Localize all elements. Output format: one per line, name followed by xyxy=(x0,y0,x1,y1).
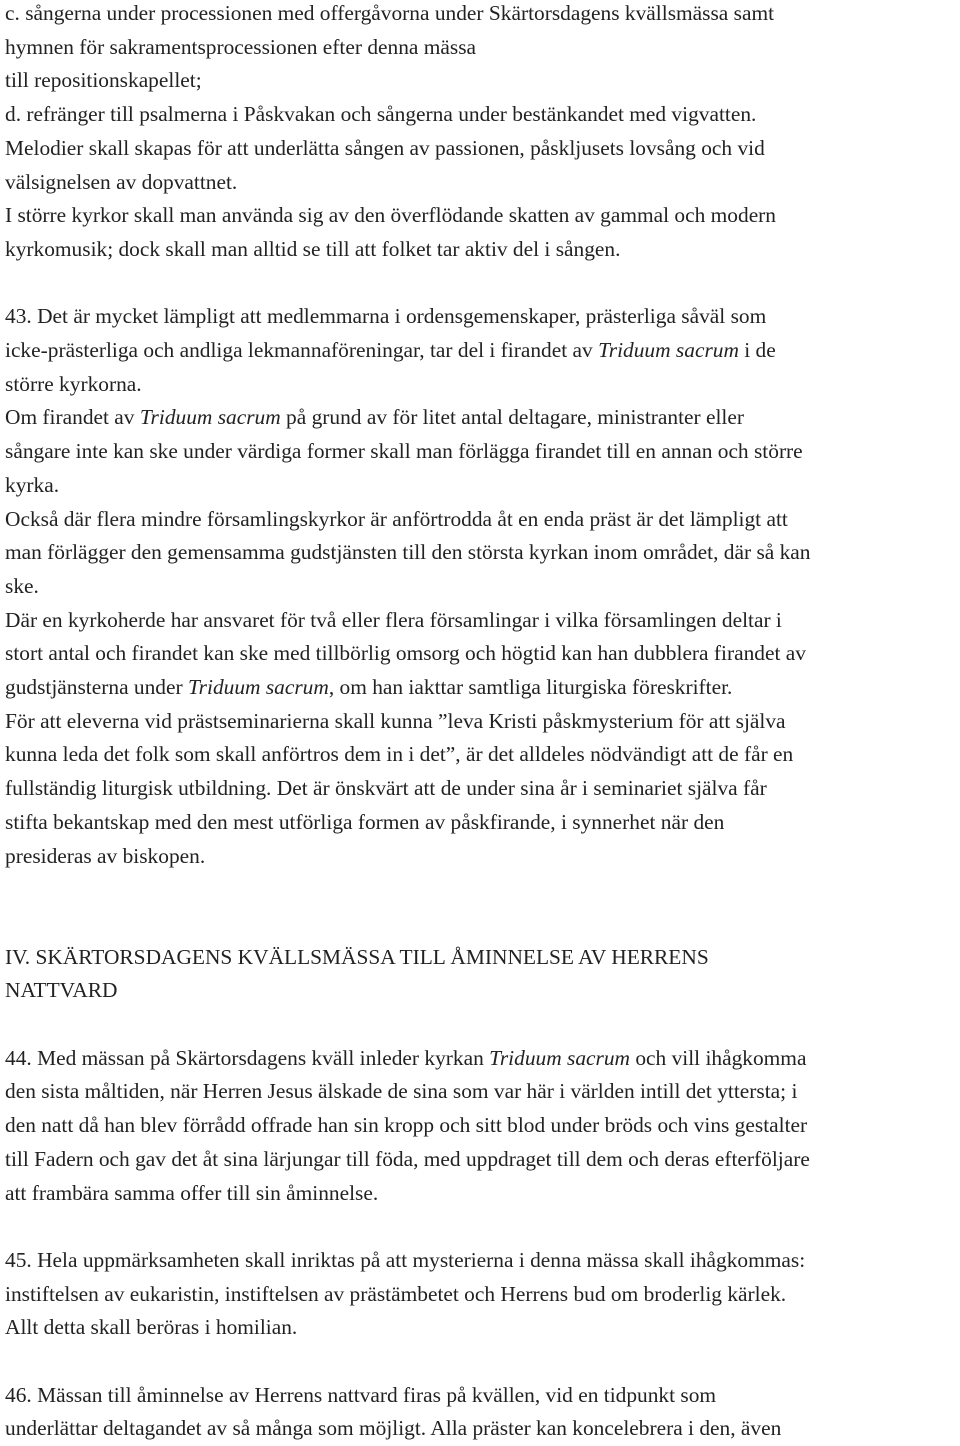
italic-term: Triduum sacrum xyxy=(598,338,739,363)
text-line xyxy=(5,0,960,31)
paragraph-spacer xyxy=(5,1210,960,1244)
text-line xyxy=(5,1244,960,1278)
text-line xyxy=(5,570,960,604)
text-run: till Fadern och gav det åt sina lärjungar till föda, med uppdraget till dem och deras efterföljare xyxy=(5,1146,810,1171)
text-line xyxy=(5,401,960,435)
text-run: större kyrkorna. xyxy=(5,371,142,396)
text-run: gudstjänsterna under xyxy=(5,675,188,700)
text-run: 46. Mässan till åminnelse av Herrens nattvard firas på kvällen, vid en tidpunkt som xyxy=(5,1382,717,1407)
paragraph-spacer xyxy=(5,1345,960,1379)
text-run: I större kyrkor skall man använda sig av den överflödande skatten av gammal och modern xyxy=(5,203,777,228)
text-line xyxy=(5,300,960,334)
text-run: Också där flera mindre församlingskyrkor är anförtrodda åt en enda präst är det lämpligt att xyxy=(5,506,788,531)
text-run: och vill ihågkomma xyxy=(630,1045,807,1070)
paragraph-spacer xyxy=(5,1008,960,1042)
text-line xyxy=(5,1278,960,1312)
text-line xyxy=(5,604,960,638)
paragraph-spacer xyxy=(5,267,960,301)
text-line xyxy=(5,1042,960,1076)
text-line xyxy=(5,64,960,98)
document-page xyxy=(5,0,960,1446)
text-run: kyrka. xyxy=(5,472,60,497)
text-run: kunna leda det folk som skall anförtros dem in i det”, är det alldeles nödvändigt att de får en xyxy=(5,742,794,767)
text-run: d. refränger till psalmerna i Påskvakan och sångerna under bestänkandet med vigvatten. xyxy=(5,102,757,127)
italic-term: Triduum sacrum xyxy=(489,1045,630,1070)
text-run: c. sångerna under processionen med offergåvorna under Skärtorsdagens kvällsmässa samt xyxy=(5,1,775,25)
text-line xyxy=(5,1412,960,1446)
text-line xyxy=(5,840,960,874)
text-run: Om firandet av xyxy=(5,405,140,430)
text-run: den natt då han blev förrådd offrade han sin kropp och sitt blod under bröds och vins gestalter xyxy=(5,1113,808,1138)
text-line xyxy=(5,132,960,166)
text-run: att frambära samma offer till sin åminnelse. xyxy=(5,1180,379,1205)
text-run: till repositionskapellet; xyxy=(5,68,202,93)
text-line xyxy=(5,1143,960,1177)
text-run: NATTVARD xyxy=(5,978,118,1003)
text-line xyxy=(5,671,960,705)
text-line xyxy=(5,1177,960,1211)
text-line xyxy=(5,1311,960,1345)
text-run: Allt detta skall beröras i homilian. xyxy=(5,1315,298,1340)
text-run: 44. Med mässan på Skärtorsdagens kväll inleder kyrkan xyxy=(5,1045,490,1070)
text-run: stifta bekantskap med den mest utförliga formen av påskfirande, i synnerhet när den xyxy=(5,809,725,834)
text-line xyxy=(5,536,960,570)
text-run: 43. Det är mycket lämpligt att medlemmarna i ordensgemenskaper, prästerliga såväl som xyxy=(5,304,767,329)
text-line xyxy=(5,334,960,368)
text-line xyxy=(5,806,960,840)
text-run: den sista måltiden, när Herren Jesus älskade de sina som var här i världen intill det yttersta; i xyxy=(5,1079,798,1104)
text-run: stort antal och firandet kan ske med tillbörlig omsorg och högtid kan han dubblera firandet av xyxy=(5,641,806,666)
text-line xyxy=(5,1075,960,1109)
text-line xyxy=(5,199,960,233)
text-run: Där en kyrkoherde har ansvaret för två eller flera församlingar i vilka församlingen deltar i xyxy=(5,607,782,632)
text-line xyxy=(5,738,960,772)
text-line xyxy=(5,166,960,200)
text-run: underlättar deltagandet av så många som möjligt. Alla präster kan koncelebrera i den, även xyxy=(5,1416,782,1441)
text-run: kyrkomusik; dock skall man alltid se till att folket tar aktiv del i sången. xyxy=(5,236,621,261)
text-run: man förlägger den gemensamma gudstjänsten till den största kyrkan inom området, där så kan xyxy=(5,540,811,565)
text-line xyxy=(5,503,960,537)
text-run: välsignelsen av dopvattnet. xyxy=(5,169,238,194)
text-run: För att eleverna vid prästseminarierna skall kunna ”leva Kristi påskmysterium för att själva xyxy=(5,708,786,733)
text-line xyxy=(5,974,960,1008)
italic-term: Triduum sacrum xyxy=(139,405,281,430)
text-line xyxy=(5,637,960,671)
text-line xyxy=(5,435,960,469)
text-line xyxy=(5,469,960,503)
text-line xyxy=(5,705,960,739)
text-run: IV. SKÄRTORSDAGENS KVÄLLSMÄSSA TILL ÅMINNELSE AV HERRENS xyxy=(5,944,709,969)
text-line xyxy=(5,1109,960,1143)
text-run: på grund av för litet antal deltagare, ministranter eller xyxy=(280,405,744,430)
text-line xyxy=(5,98,960,132)
text-line xyxy=(5,31,960,65)
text-run: fullständig liturgisk utbildning. Det är önskvärt att de under sina år i seminariet själva får xyxy=(5,776,767,801)
text-run: Melodier skall skapas för att underlätta sången av passionen, påskljusets lovsång och vid xyxy=(5,135,765,160)
text-line xyxy=(5,368,960,402)
text-run: hymnen för sakramentsprocessionen efter denna mässa xyxy=(5,34,477,59)
text-run: , om han iakttar samtliga liturgiska föreskrifter. xyxy=(328,675,733,700)
text-run: i de xyxy=(738,338,776,363)
text-run: 45. Hela uppmärksamheten skall inriktas på att mysterierna i denna mässa skall ihågkommas: xyxy=(5,1247,806,1272)
text-run: presideras av biskopen. xyxy=(5,843,206,868)
text-run: ske. xyxy=(5,573,39,598)
text-run: icke-prästerliga och andliga lekmannaföreningar, tar del i firandet av xyxy=(5,338,599,363)
paragraph-spacer xyxy=(5,873,960,940)
italic-term: Triduum sacrum xyxy=(187,675,329,700)
text-line xyxy=(5,941,960,975)
text-run: instiftelsen av eukaristin, instiftelsen av prästämbetet och Herrens bud om broderlig kärlek. xyxy=(5,1281,787,1306)
text-line xyxy=(5,233,960,267)
text-run: sångare inte kan ske under värdiga former skall man förlägga firandet till en annan och större xyxy=(5,439,803,464)
text-line xyxy=(5,772,960,806)
text-line xyxy=(5,1379,960,1413)
